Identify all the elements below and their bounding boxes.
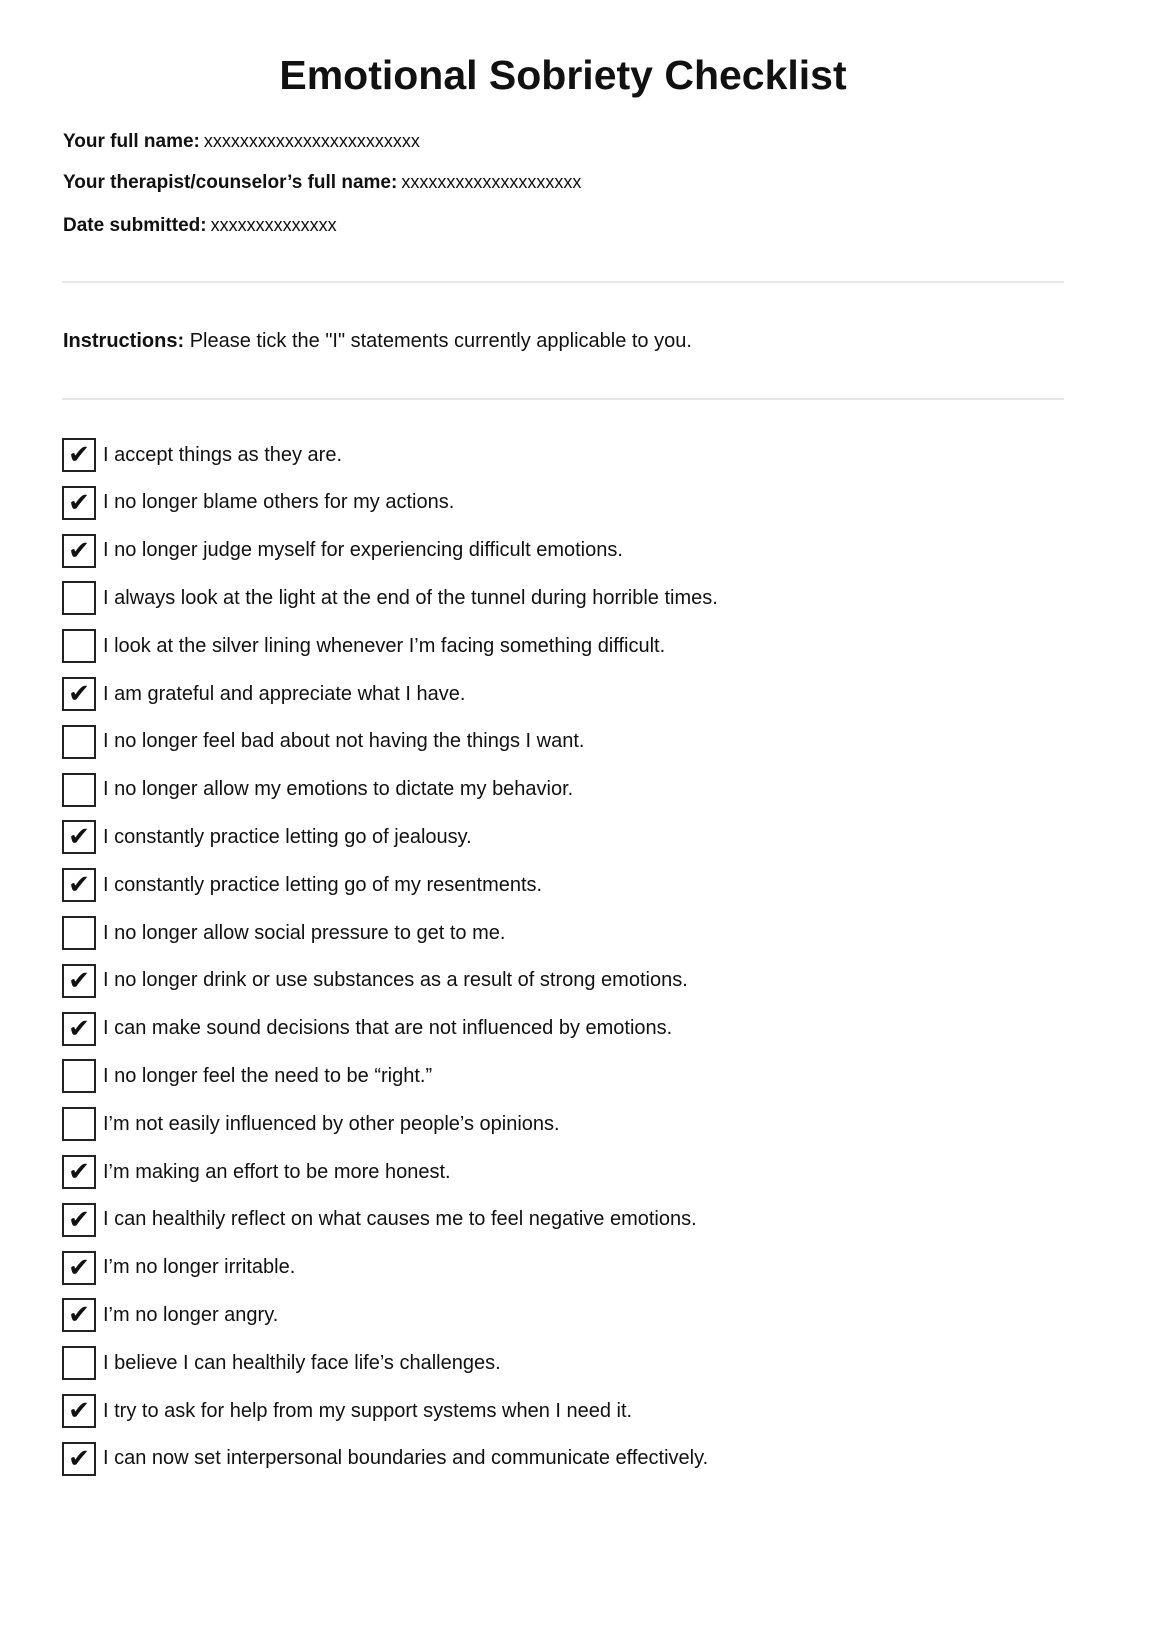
checkmark-icon: ✔ [68, 1300, 90, 1331]
checkbox-checked[interactable] [62, 1251, 96, 1285]
checklist-item [62, 964, 688, 998]
checkbox-checked[interactable] [62, 677, 96, 711]
checkbox-unchecked[interactable] [62, 773, 96, 807]
checklist-item [62, 438, 342, 472]
checklist-item [62, 868, 542, 902]
checklist-item [62, 677, 465, 711]
checkbox-checked[interactable] [62, 1298, 96, 1332]
checklist-item [62, 1107, 560, 1141]
checkbox-checked[interactable] [62, 1394, 96, 1428]
checkmark-icon: ✔ [68, 1013, 90, 1044]
checkmark-icon: ✔ [68, 535, 90, 566]
checkbox-unchecked[interactable] [62, 1107, 96, 1141]
divider [62, 398, 1064, 400]
checklist-item-label: I constantly practice letting go of jealousy. [103, 825, 472, 848]
checklist-item-label: I try to ask for help from my support systems when I need it. [103, 1399, 633, 1422]
checklist-item-label: I look at the silver lining whenever I’m facing something difficult. [103, 634, 666, 657]
checklist-item-label: I’m no longer angry. [103, 1303, 279, 1326]
checklist-item-label: I no longer judge myself for experiencing difficult emotions. [103, 539, 623, 562]
checklist-item [62, 1059, 432, 1093]
field-value: xxxxxxxxxxxxxxxxxxxxxxxx [203, 131, 420, 151]
date-submitted-field [63, 215, 337, 237]
checklist-item-label: I no longer drink or use substances as a result of strong emotions. [103, 969, 688, 992]
checkmark-icon: ✔ [68, 1396, 90, 1426]
checkbox-checked[interactable] [62, 534, 96, 568]
checklist-item [62, 1155, 451, 1189]
checklist-item [62, 1346, 501, 1380]
checklist-item [62, 534, 623, 568]
checkbox-checked[interactable] [62, 1203, 96, 1237]
instructions-text: Please tick the "I" statements currently applicable to you. [189, 330, 692, 352]
checkmark-icon: ✔ [68, 1252, 90, 1283]
checklist-item [62, 486, 454, 520]
checklist-item-label: I no longer allow social pressure to get to me. [103, 921, 506, 944]
checklist-item-label: I can healthily reflect on what causes me to feel negative emotions. [103, 1208, 697, 1231]
checkbox-checked[interactable] [62, 868, 96, 902]
checkmark-icon: ✔ [68, 1157, 90, 1187]
checkbox-checked[interactable] [62, 820, 96, 854]
checklist-item-label: I no longer blame others for my actions. [103, 491, 455, 514]
field-label: Your therapist/counselor’s full name: [63, 172, 398, 193]
checklist-item [62, 1251, 295, 1285]
checklist-item-label: I’m making an effort to be more honest. [103, 1160, 451, 1183]
checkmark-icon: ✔ [68, 1204, 90, 1235]
checkmark-icon: ✔ [68, 870, 90, 901]
checklist-item-label: I constantly practice letting go of my resentments. [103, 873, 543, 896]
checklist-item-label: I accept things as they are. [103, 443, 343, 466]
checkmark-icon: ✔ [68, 487, 90, 518]
checklist-item-label: I am grateful and appreciate what I have. [103, 682, 466, 705]
checkbox-unchecked[interactable] [62, 581, 96, 615]
checkmark-icon: ✔ [68, 822, 90, 853]
checkbox-checked[interactable] [62, 486, 96, 520]
checklist-item [62, 725, 584, 759]
checklist-item-label: I can now set interpersonal boundaries and communicate effectively. [103, 1447, 709, 1470]
checkmark-icon: ✔ [68, 965, 90, 996]
checklist-item-label: I can make sound decisions that are not influenced by emotions. [103, 1017, 673, 1040]
checklist-item [62, 1442, 708, 1476]
field-value: xxxxxxxxxxxxxx [210, 215, 337, 235]
checklist-item [62, 820, 472, 854]
instructions-label: Instructions: [63, 330, 185, 352]
checklist-item [62, 1012, 672, 1046]
checkbox-checked[interactable] [62, 1012, 96, 1046]
page-title: Emotional Sobriety Checklist [279, 52, 847, 98]
divider [62, 281, 1064, 283]
checklist-item [62, 916, 505, 950]
field-value: xxxxxxxxxxxxxxxxxxxx [401, 172, 582, 192]
checklist-item-label: I always look at the light at the end of the tunnel during horrible times. [103, 586, 718, 609]
field-label: Date submitted: [63, 215, 207, 236]
checkmark-icon: ✔ [68, 1443, 90, 1474]
instructions [63, 330, 692, 353]
checklist-item [62, 1203, 697, 1237]
checkbox-checked[interactable] [62, 1442, 96, 1476]
checkbox-unchecked[interactable] [62, 629, 96, 663]
checklist-item [62, 629, 665, 663]
checklist-item-label: I no longer feel the need to be “right.” [103, 1064, 433, 1087]
full-name-field [63, 131, 420, 153]
checkbox-checked[interactable] [62, 438, 96, 472]
checklist-item [62, 581, 718, 615]
checkbox-unchecked[interactable] [62, 1346, 96, 1380]
checklist-item-label: I’m no longer irritable. [103, 1256, 296, 1279]
checklist-item-label: I no longer feel bad about not having the things I want. [103, 730, 585, 753]
checkbox-checked[interactable] [62, 1155, 96, 1189]
checklist-item [62, 1298, 278, 1332]
field-label: Your full name: [63, 131, 200, 152]
checklist-item-label: I no longer allow my emotions to dictate my behavior. [103, 778, 574, 801]
checkmark-icon: ✔ [68, 679, 90, 709]
checklist-item [62, 773, 573, 807]
checklist-item-label: I’m not easily influenced by other people’s opinions. [103, 1112, 560, 1135]
therapist-name-field [63, 172, 581, 194]
checkbox-unchecked[interactable] [62, 1059, 96, 1093]
checkbox-unchecked[interactable] [62, 916, 96, 950]
checkbox-unchecked[interactable] [62, 725, 96, 759]
checklist-item [62, 1394, 632, 1428]
checkbox-checked[interactable] [62, 964, 96, 998]
checklist-item-label: I believe I can healthily face life’s challenges. [103, 1351, 501, 1374]
checkmark-icon: ✔ [68, 440, 90, 470]
